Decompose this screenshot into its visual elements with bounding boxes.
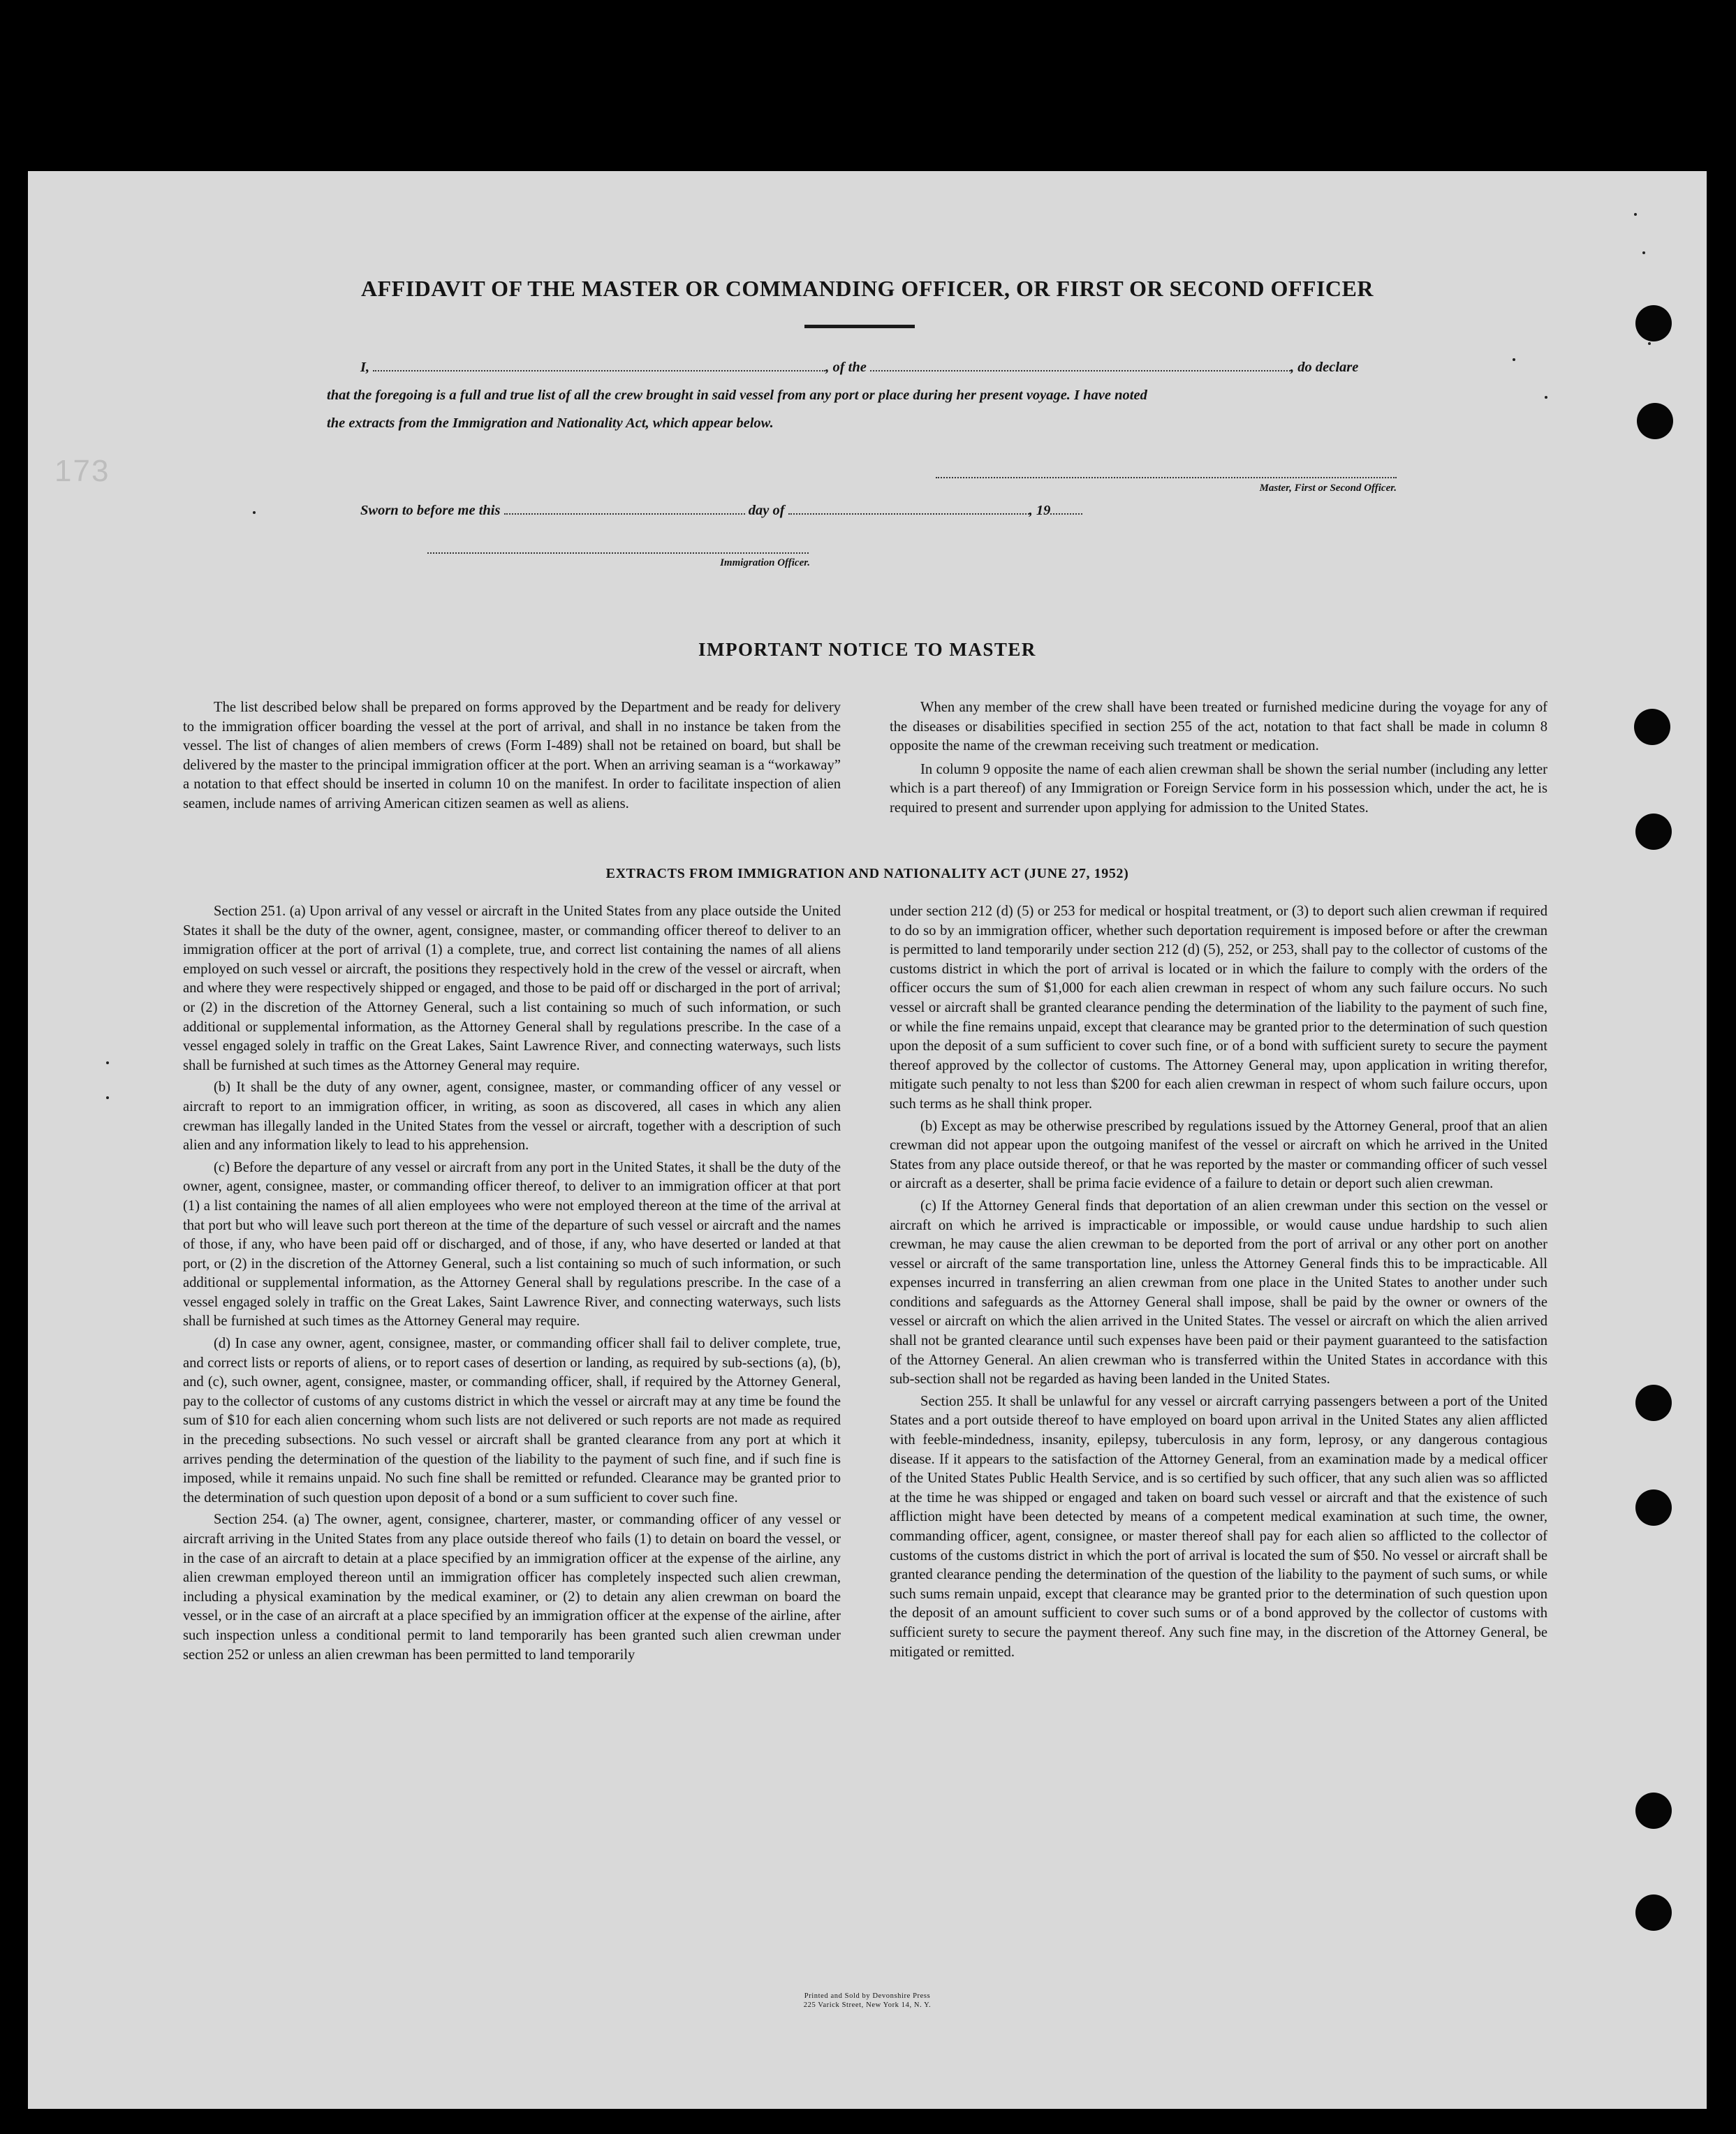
speck — [106, 1096, 109, 1099]
punch-hole — [1635, 814, 1672, 850]
extracts-right-column — [890, 902, 1547, 1662]
speck — [1513, 358, 1515, 361]
speck — [1545, 396, 1547, 399]
sworn-line — [360, 503, 1082, 519]
extracts-left-column — [183, 902, 841, 1665]
speck — [106, 1061, 109, 1064]
punch-hole — [1635, 1489, 1672, 1526]
extracts-title: EXTRACTS FROM IMMIGRATION AND NATIONALITY ACT (JUNE 27, 1952) — [605, 866, 1129, 881]
sworn-day-field[interactable] — [504, 513, 745, 515]
sworn-month-field[interactable] — [788, 513, 1029, 515]
imprint-line: 225 Varick Street, New York 14, N. Y. — [803, 2001, 932, 2009]
punch-hole — [1635, 1793, 1672, 1829]
notice-title: IMPORTANT NOTICE TO MASTER — [698, 639, 1036, 660]
extract-paragraph: (c) Before the departure of any vessel or aircraft from any port in the United States, it shall be the duty of the owner, agent, consignee, master, or commanding officer thereof, to deliver to an immigration officer at that port (1) a list containing the names of all alien employees who were not employed thereon at the time of the arrival at that port but who will leave such port thereon at the time of the departure of such vessel or aircraft and the names of those, if any, who have been paid off or discharged, and of those, if any, who have deserted or landed at that port, or (2) in the discretion of the Attorney General, such a list containing so much of such information, or such additional or supplemental information, as the Attorney General shall by regulations prescribe. In the case of a vessel engaged solely in traffic on the Great Lakes, Saint Lawrence River, and connecting waterways, such lists shall be furnished at such times as the Attorney General may require. — [183, 1159, 841, 1330]
declarant-prefix: I, — [360, 360, 370, 375]
extract-paragraph: Section 251. (a) Upon arrival of any vessel or aircraft in the United States from any place outside the United States it shall be the duty of the owner, agent, consignee, master, or commanding officer thereof to deliver to an immigration officer at the port of arrival (1) a complete, true, and correct list containing the names of all aliens employed on such vessel or aircraft, the positions they respectively hold in the crew of the vessel or aircraft, when and where they were respectively shipped or engaged, and those to be paid off or discharged in the port of arrival; or (2) in the discretion of the Attorney General, such a list containing so much of such information, or such additional or supplemental information, as the Attorney General shall by regulations prescribe. In the case of a vessel engaged solely in traffic on the Great Lakes, Saint Lawrence River, and connecting waterways, such lists shall be furnished at such times as the Attorney General may require. — [183, 904, 841, 1073]
officer-signature-line[interactable] — [427, 552, 809, 554]
extract-paragraph: (b) It shall be the duty of any owner, agent, consignee, master, or commanding officer of any vessel or aircraft to report to an immigration officer, in writing, as soon as discovered, all cases in which any alien crewman has illegally landed in the United States from the vessel or aircraft, together with a description of such alien and any information likely to lead to his apprehension. — [183, 1080, 841, 1154]
sworn-year-field[interactable] — [1050, 513, 1082, 515]
speck — [1648, 342, 1651, 345]
title-rule — [804, 325, 915, 328]
speck — [1634, 213, 1637, 216]
affidavit-title: AFFIDAVIT OF THE MASTER OR COMMANDING OFFICER, OR FIRST OR SECOND OFFICER — [361, 276, 1374, 301]
punch-hole — [1635, 305, 1672, 341]
declaration-line-2: that the foregoing is a full and true list of all the crew brought in said vessel from any port or place during her present voyage. I have noted — [327, 388, 1147, 403]
declarant-name-field[interactable] — [373, 369, 825, 371]
notice-right-column — [890, 698, 1547, 818]
margin-number: 173 — [54, 454, 110, 488]
notice-paragraph: The list described below shall be prepared on forms approved by the Department and be ready for delivery to the immigration officer boarding the vessel at the port of arrival, and shall in no instance be taken from the vessel. The list of changes of alien members of crews (Form I-489) shall not be retained on board, but shall be delivered by the master to the principal immigration officer at the port. When an arriving seaman is a “workaway” a notation to that effect should be inserted in column 10 on the manifest. In order to facilitate inspection of alien seamen, include names of arriving American citizen seamen as well as aliens. — [183, 700, 841, 811]
extract-paragraph: (b) Except as may be otherwise prescribed by regulations issued by the Attorney General, proof that an alien crewman did not appear upon the outgoing manifest of the vessel or aircraft on which he arrived in the United States from any place outside thereof, or that he was reported by the master or commanding officer of such vessel or aircraft as a deserter, shall be prima facie evidence of a failure to detain or deport such alien crewman. — [890, 1118, 1547, 1192]
year-prefix: , 19 — [1029, 503, 1051, 518]
extract-paragraph: (d) In case any owner, agent, consignee, master, or commanding officer shall fail to deliver complete, true, and correct lists or reports of aliens, or to report cases of desertion or landing, as required by sub-sections (a), (b), and (c), such owner, agent, consignee, master, or commanding officer, shall, if required by the Attorney General, pay to the collector of customs of any customs district in which the vessel or aircraft may at any time be found the sum of $10 for each alien concerning whom such lists are not delivered or such reports are not made as required in the preceding subsections. No such vessel or aircraft shall be granted clearance from any port at which it arrives pending the determination of the question of the liability to the payment of such fine, and if such fine is imposed, while it remains unpaid. No such fine shall be remitted or refunded. Clearance may be granted prior to the determination of such question upon deposit of a bond or a sum sufficient to cover such fine. — [183, 1336, 841, 1506]
declaration-line-1 — [360, 360, 1358, 376]
notice-left-column — [183, 698, 841, 814]
declare-text: , do declare — [1290, 360, 1359, 375]
extract-paragraph: Section 254. (a) The owner, agent, consignee, charterer, master, or commanding officer of any vessel or aircraft arriving in the United States from any place outside thereof who fails (1) to detain on board the vessel, or in the case of an aircraft to detain at a place specified by an immigration officer at the expense of the airline, any alien crewman employed thereon until an immigration officer has completely inspected such alien crewman, including a physical examination by the medical examiner, or (2) to detain any alien crewman on board the vessel, or in the case of an aircraft at a place specified by an immigration officer at the expense of the airline, after such inspection unless a conditional permit to land temporarily has been granted such alien crewman under section 252 or unless an alien crewman has been permitted to land temporarily — [183, 1512, 841, 1663]
notice-paragraph: When any member of the crew shall have been treated or furnished medicine during the voyage for any of the diseases or disabilities specified in section 255 of the act, notation to that fact shall be made in column 8 opposite the name of the crewman receiving such treatment or medication. — [890, 700, 1547, 754]
speck — [1642, 251, 1645, 254]
punch-hole — [1634, 709, 1670, 745]
day-of-text: day of — [748, 503, 785, 518]
master-signature-line[interactable] — [936, 477, 1397, 478]
sworn-prefix: Sworn to before me this — [360, 503, 501, 518]
vessel-prefix: , of the — [825, 360, 867, 375]
punch-hole — [1635, 1894, 1672, 1931]
officer-caption: Immigration Officer. — [720, 557, 810, 568]
notice-paragraph: In column 9 opposite the name of each alien crewman shall be shown the serial number (including any letter which is a part thereof) of any Immigration or Foreign Service form in his possession which, under the act, he is required to present and surrender upon applying for admission to the United States. — [890, 761, 1547, 816]
form-page — [28, 171, 1707, 2109]
declaration-line-3: the extracts from the Immigration and Nationality Act, which appear below. — [327, 415, 774, 431]
printer-imprint — [28, 1992, 1707, 2010]
punch-hole — [1635, 1385, 1672, 1421]
extract-paragraph: under section 212 (d) (5) or 253 for medical or hospital treatment, or (3) to deport such alien crewman if required to do so by an immigration officer, whether such deportation requirement is imposed before or after the crewman is permitted to land temporarily under section 212 (d) (5), 252, or 253, shall pay to the collector of customs of the customs district in which the port of arrival is located or in which the failure to comply with the orders of the officer occurs the sum of $1,000 for each alien crewman in respect of whom any such failure occurs. No such vessel or aircraft shall be granted clearance pending the determination of the liability to the payment of such fine, or while the fine remains unpaid, except that clearance may be granted prior to the determination of such question upon the deposit of a sum sufficient to cover such fine, or of a bond with sufficient surety to secure the payment thereof approved by the collector of customs. The Attorney General may, upon application in writing therefor, mitigate such penalty to not less than $200 for each alien crewman in respect of whom such failure occurs, upon such terms as he shall think proper. — [890, 904, 1547, 1112]
vessel-name-field[interactable] — [870, 369, 1290, 371]
master-caption: Master, First or Second Officer. — [1259, 483, 1397, 494]
extract-paragraph: (c) If the Attorney General finds that deportation of an alien crewman under this section on the vessel or aircraft on which he arrived is impracticable or impossible, or would cause undue hardship to such alien crewman, he may cause the alien crewman to be deported from the port of arrival or any other port on another vessel or aircraft of the same transportation line, unless the Attorney General finds this to be impracticable. All expenses incurred in transferring an alien crewman from one place in the United States to another under such conditions and safeguards as the Attorney General shall impose, shall be paid by the owner or owners of the vessel or aircraft on which the alien arrived in the United States. The vessel or aircraft on which the alien arrived shall not be granted clearance until such expenses have been paid or their payment guaranteed to the satisfaction of the Attorney General. An alien crewman who is transferred within the United States in accordance with this sub-section shall not be regarded as having been landed in the United States. — [890, 1198, 1547, 1388]
speck — [253, 511, 256, 514]
imprint-line: Printed and Sold by Devonshire Press — [804, 1992, 931, 2000]
punch-hole — [1637, 403, 1673, 439]
extract-paragraph: Section 255. It shall be unlawful for any vessel or aircraft carrying passengers between a port of the United States and a port outside thereof to have employed on board upon arrival in the United States any alien afflicted with feeble-mindedness, insanity, epilepsy, tuberculosis in any form, leprosy, or any dangerous contagious disease. If it appears to the satisfaction of the Attorney General, from an examination made by a medical officer of the United States Public Health Service, and is so certified by such officer, that any such alien was so afflicted at the time he was shipped or engaged and taken on board such vessel or aircraft and that the existence of such affliction might have been detected by means of a competent medical examination at such time, the owner, commanding officer, agent, consignee, or master thereof shall pay for each alien so afflicted to the collector of customs of the customs district in which the port of arrival is located the sum of $50. No vessel or aircraft shall be granted clearance pending the determination of the question of the liability to the payment of such sums, or while such sums remain unpaid, except that clearance may be granted prior to the determination of such question upon the deposit of an amount sufficient to cover such sums or of a bond approved by the collector of customs with sufficient surety to secure the payment thereof. Any such fine may, in the discretion of the Attorney General, be mitigated or remitted. — [890, 1393, 1547, 1660]
